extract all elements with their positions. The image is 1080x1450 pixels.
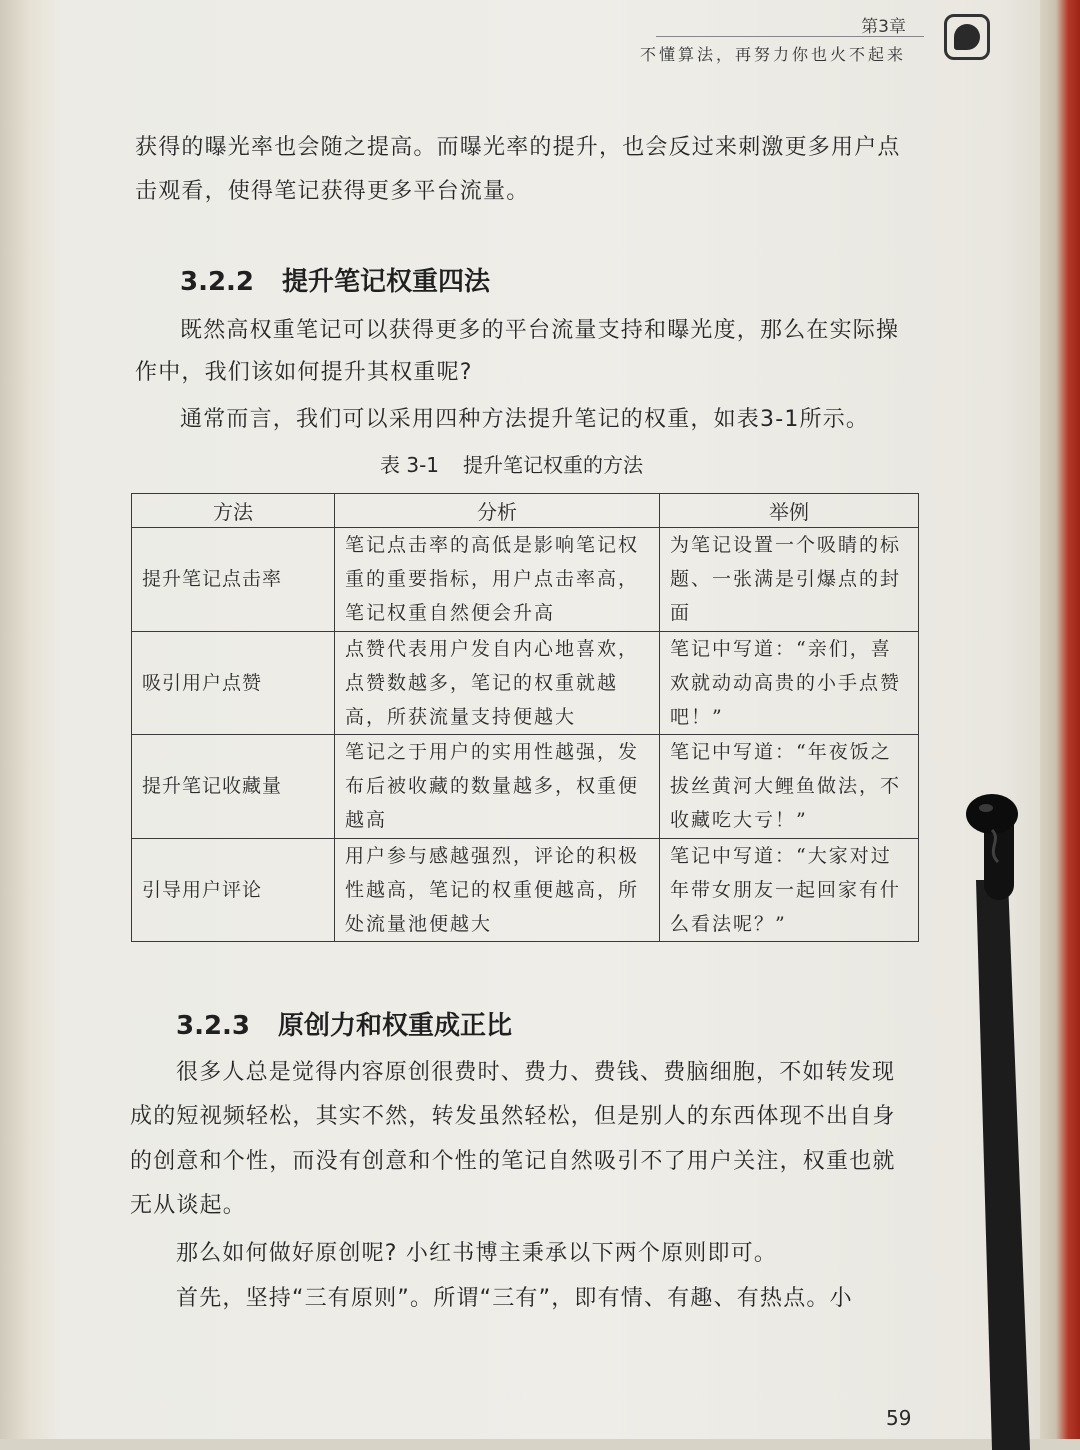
section2-p1-line-2: 成的短视频轻松，其实不然，转发虽然轻松，但是别人的东西体现不出自身	[130, 1104, 896, 1129]
intro-line-1: 获得的曝光率也会随之提高。而曝光率的提升，也会反过来刺激更多用户点	[135, 135, 901, 160]
page-number: 59	[886, 1406, 912, 1430]
column-header-analysis: 分析	[335, 494, 660, 528]
table-row	[132, 735, 919, 839]
section2-p1-line-3: 的创意和个性，而没有创意和个性的笔记自然吸引不了用户关注，权重也就	[130, 1149, 896, 1174]
section1-p1-line-1: 既然高权重笔记可以获得更多的平台流量支持和曝光度，那么在实际操	[180, 318, 900, 343]
table-row	[132, 528, 919, 632]
section2-p3: 首先，坚持“三有原则”。所谓“三有”，即有情、有趣、有热点。小	[176, 1286, 853, 1311]
section-number: 3.2.2	[180, 267, 255, 297]
method-cell: 引导用户评论	[132, 838, 335, 942]
method-cell: 提升笔记收藏量	[132, 735, 335, 839]
running-header-chapter: 第3章	[861, 17, 906, 37]
table-number: 表 3-1	[380, 453, 440, 477]
analysis-cell: 笔记点击率的高低是影响笔记权重的重要指标，用户点击率高，笔记权重自然便会升高	[335, 528, 660, 632]
column-header-method: 方法	[132, 494, 335, 528]
section1-p2: 通常而言，我们可以采用四种方法提升笔记的权重，如表3-1所示。	[180, 407, 870, 432]
column-header-example: 举例	[660, 494, 919, 528]
section2-p1-line-4: 无从谈起。	[130, 1193, 247, 1218]
weight-methods-table	[131, 493, 919, 942]
speech-bubble-logo-icon	[944, 14, 990, 60]
example-cell: 笔记中写道：“亲们，喜欢就动动高贵的小手点赞吧！”	[660, 631, 919, 735]
section2-p1-line-1: 很多人总是觉得内容原创很费时、费力、费钱、费脑细胞，不如转发现	[176, 1060, 896, 1085]
example-cell: 笔记中写道：“大家对过年带女朋友一起回家有什么看法呢？”	[660, 838, 919, 942]
table-caption	[380, 449, 643, 478]
section-title: 原创力和权重成正比	[278, 1011, 513, 1041]
section1-p1-line-2: 作中，我们该如何提升其权重呢?	[135, 360, 473, 385]
table-row	[132, 838, 919, 942]
analysis-cell: 用户参与感越强烈，评论的积极性越高，笔记的权重便越高，所处流量池便越大	[335, 838, 660, 942]
book-page-edge	[1040, 0, 1080, 1439]
header-rule	[656, 36, 924, 37]
table-row	[132, 631, 919, 735]
example-cell: 笔记中写道：“年夜饭之拔丝黄河大鲤鱼做法，不收藏吃大亏！”	[660, 735, 919, 839]
section-heading-3-2-2	[180, 261, 490, 298]
section-title: 提升笔记权重四法	[282, 267, 491, 297]
intro-line-2: 击观看，使得笔记获得更多平台流量。	[135, 179, 530, 204]
table-header-row	[132, 494, 919, 528]
section-heading-3-2-3	[176, 1005, 512, 1042]
example-cell: 为笔记设置一个吸睛的标题、一张满是引爆点的封面	[660, 528, 919, 632]
table-title: 提升笔记权重的方法	[463, 453, 644, 477]
running-header-title: 不懂算法，再努力你也火不起来	[639, 45, 906, 64]
method-cell: 吸引用户点赞	[132, 631, 335, 735]
section2-p2: 那么如何做好原创呢? 小红书博主秉承以下两个原则即可。	[176, 1241, 778, 1266]
analysis-cell: 笔记之于用户的实用性越强，发布后被收藏的数量越多，权重便越高	[335, 735, 660, 839]
bookmark-clip-icon	[962, 790, 1030, 1450]
method-cell: 提升笔记点击率	[132, 528, 335, 632]
section-number: 3.2.3	[176, 1011, 251, 1041]
analysis-cell: 点赞代表用户发自内心地喜欢，点赞数越多，笔记的权重就越高，所获流量支持便越大	[335, 631, 660, 735]
